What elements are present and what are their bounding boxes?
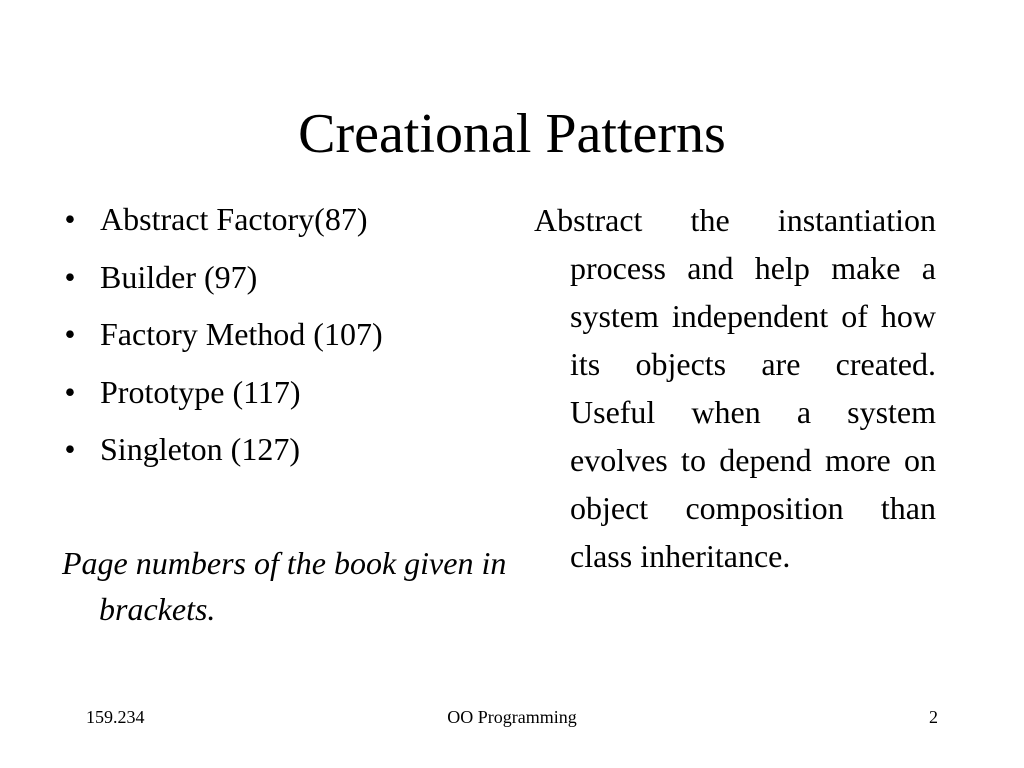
pattern-label: Singleton (127) — [100, 431, 300, 467]
pattern-description: Abstract the instantiation process and help make a system independent of how its objects are created. Useful when a system evolves to depend more on object composition than class inheritance. — [534, 202, 936, 574]
bullet-icon: • — [64, 258, 76, 295]
bullet-icon: • — [64, 201, 76, 237]
list-item — [60, 426, 510, 472]
bullet-icon: • — [64, 431, 76, 467]
list-item — [60, 196, 510, 242]
footer-course-name: OO Programming — [447, 707, 577, 727]
pattern-label: Abstract Factory(87) — [100, 201, 368, 237]
footer-course-code: 159.234 — [86, 707, 145, 727]
list-item — [60, 254, 510, 300]
pattern-label: Factory Method (107) — [100, 316, 383, 352]
bullet-icon: • — [64, 316, 76, 352]
slide-title: Creational Patterns — [298, 103, 726, 165]
footer-slide-number: 2 — [929, 707, 938, 727]
list-item — [60, 369, 510, 415]
pattern-list — [60, 196, 510, 484]
list-item — [60, 311, 510, 357]
pattern-label: Builder (97) — [100, 258, 258, 295]
page-number-note: Page numbers of the book given in brackets. — [62, 545, 507, 627]
bullet-icon: • — [64, 373, 76, 410]
pattern-label: Prototype (117) — [100, 373, 301, 410]
